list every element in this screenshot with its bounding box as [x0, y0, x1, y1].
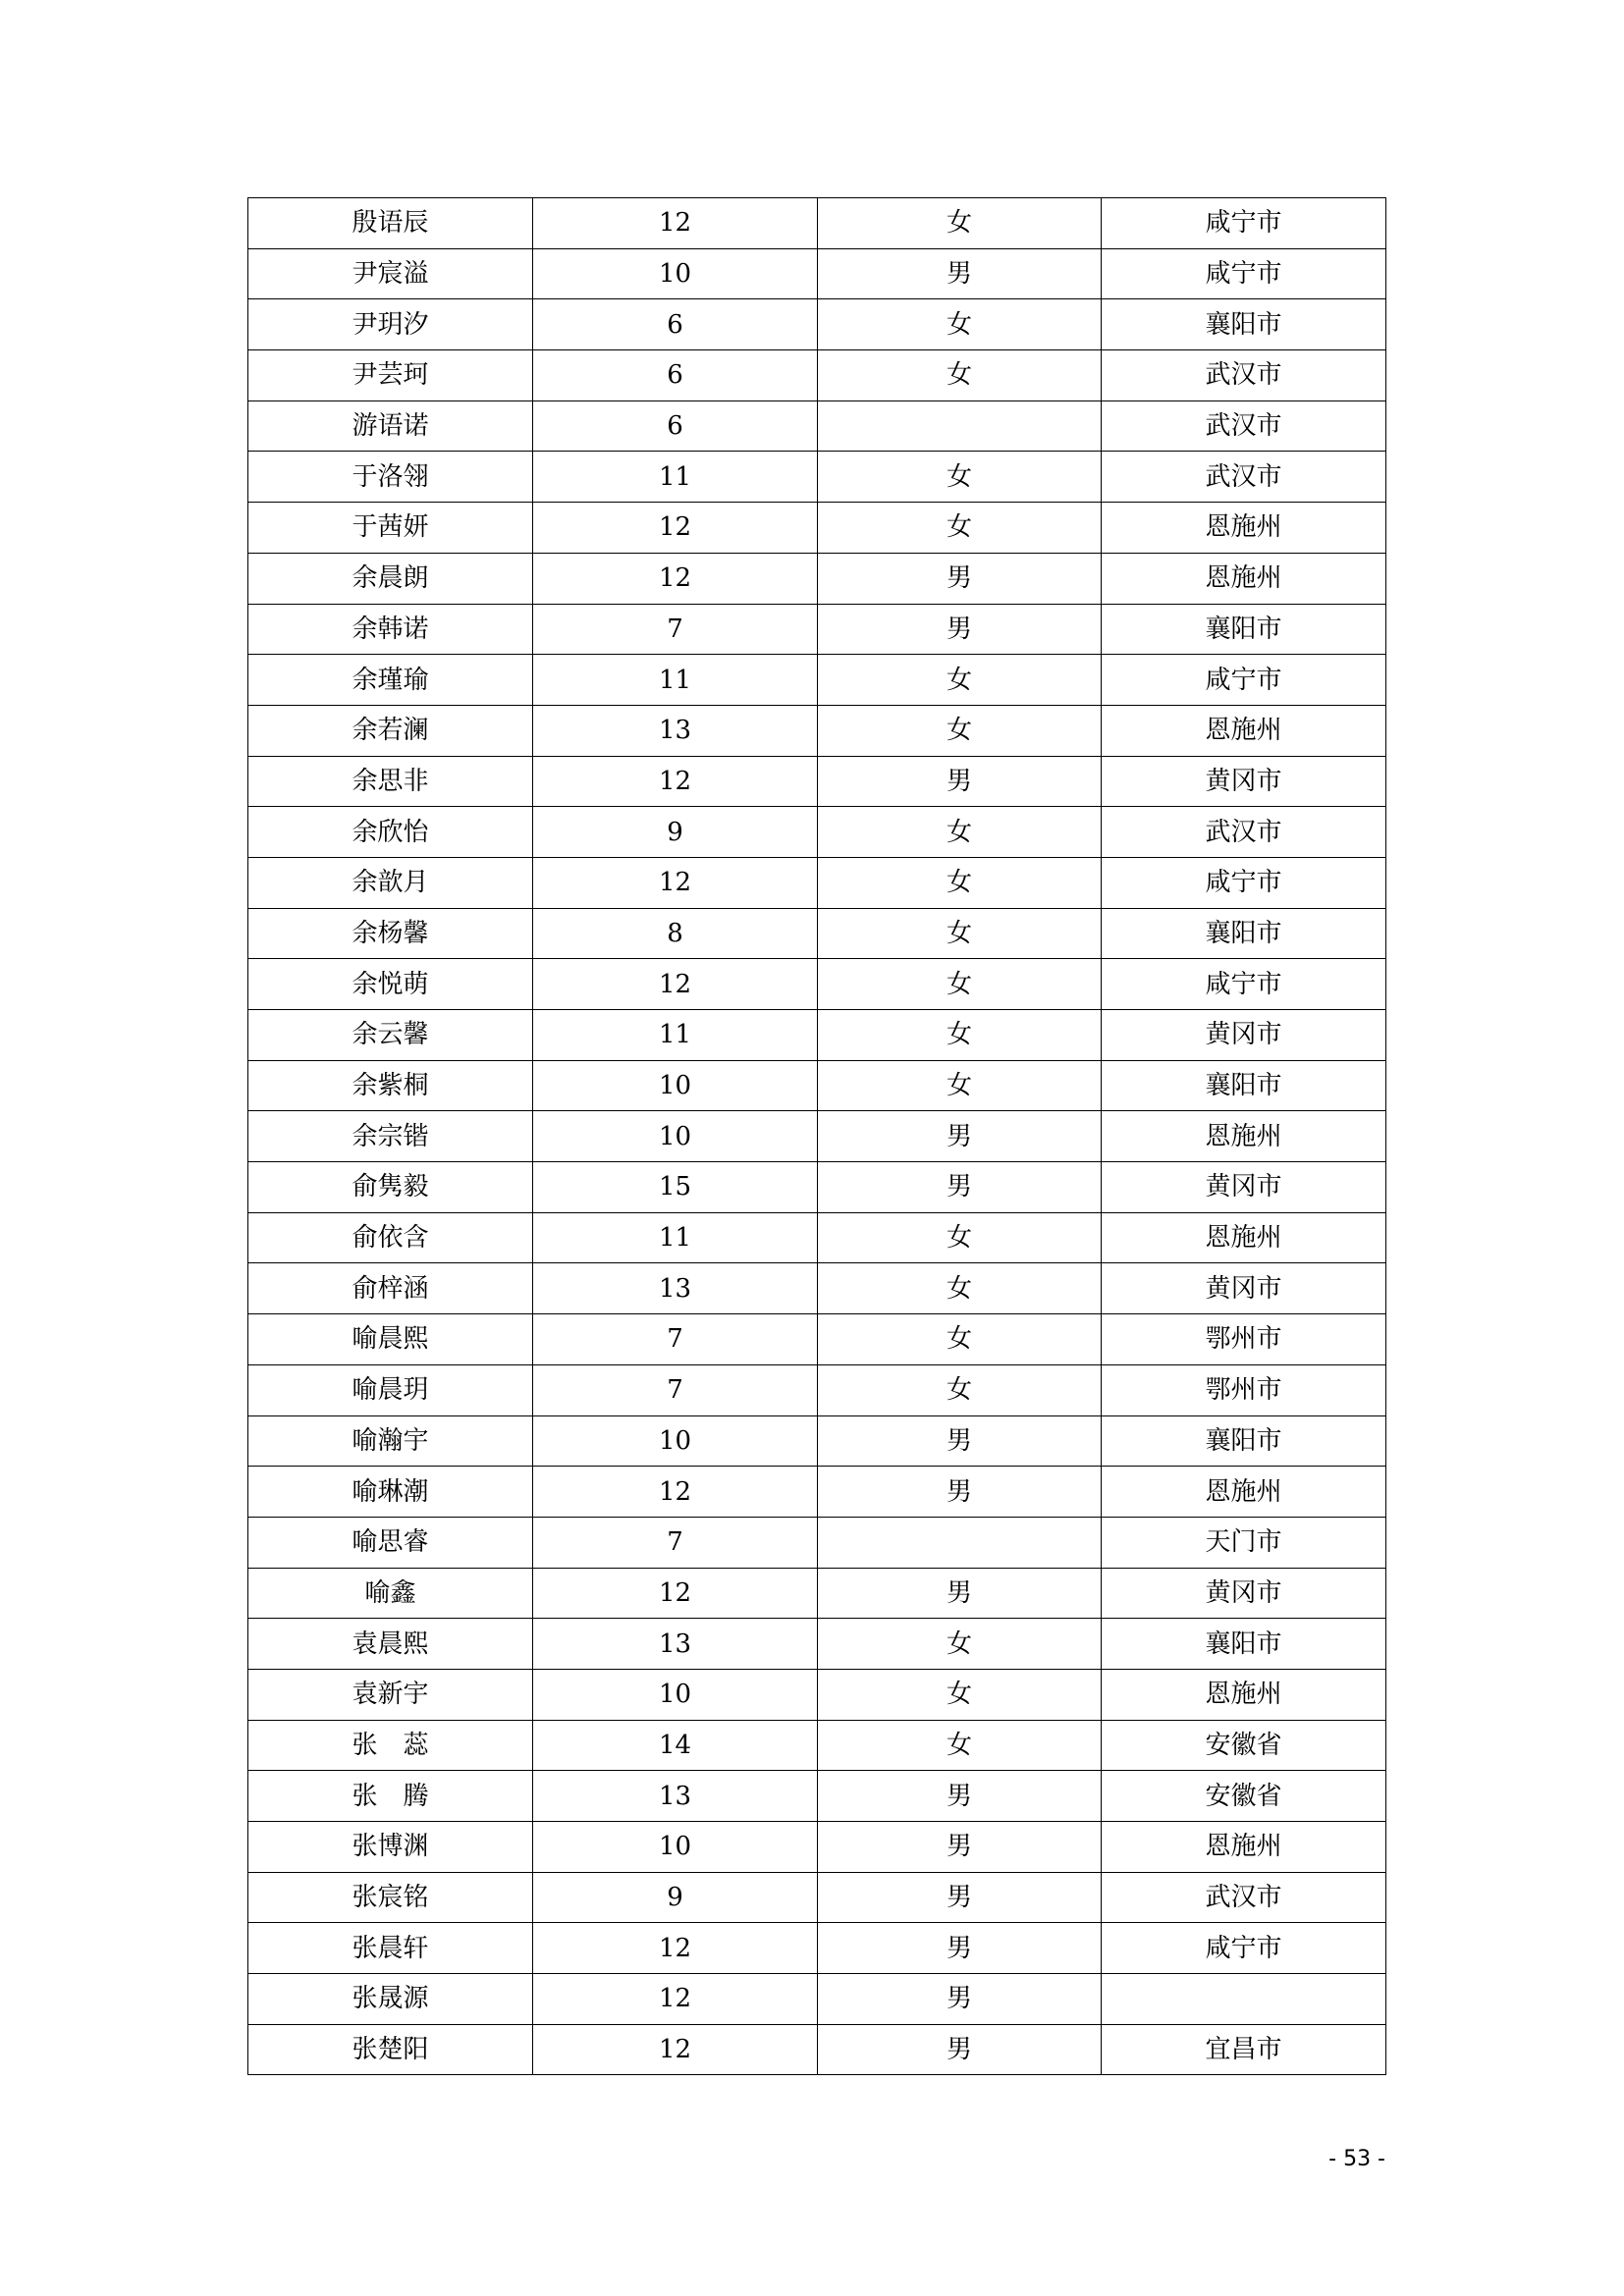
age-cell: 12	[533, 857, 818, 908]
name-cell: 张 蕊	[248, 1720, 533, 1771]
age-cell: 15	[533, 1162, 818, 1213]
name-cell: 余思非	[248, 756, 533, 807]
gender-cell: 男	[818, 1162, 1102, 1213]
table-row	[248, 1619, 1386, 1670]
table-row	[248, 248, 1386, 299]
age-cell: 8	[533, 908, 818, 959]
region-cell: 襄阳市	[1102, 1619, 1386, 1670]
region-cell: 安徽省	[1102, 1771, 1386, 1822]
region-cell: 恩施州	[1102, 553, 1386, 604]
gender-cell: 女	[818, 857, 1102, 908]
age-cell: 6	[533, 400, 818, 452]
region-cell: 鄂州市	[1102, 1364, 1386, 1415]
name-cell: 殷语辰	[248, 198, 533, 249]
name-cell: 俞依含	[248, 1212, 533, 1263]
region-cell: 咸宁市	[1102, 655, 1386, 706]
region-cell: 武汉市	[1102, 400, 1386, 452]
region-cell: 咸宁市	[1102, 248, 1386, 299]
table-row	[248, 1517, 1386, 1568]
region-cell: 黄冈市	[1102, 1162, 1386, 1213]
table-row	[248, 1974, 1386, 2025]
region-cell: 鄂州市	[1102, 1314, 1386, 1365]
age-cell: 9	[533, 807, 818, 858]
table-row	[248, 807, 1386, 858]
gender-cell: 女	[818, 807, 1102, 858]
table-row	[248, 1923, 1386, 1974]
name-cell: 余云馨	[248, 1010, 533, 1061]
gender-cell: 女	[818, 1010, 1102, 1061]
region-cell: 恩施州	[1102, 1669, 1386, 1720]
name-cell: 俞隽毅	[248, 1162, 533, 1213]
region-cell: 恩施州	[1102, 1822, 1386, 1873]
table-row	[248, 1212, 1386, 1263]
table-row	[248, 1669, 1386, 1720]
name-cell: 尹玥汐	[248, 299, 533, 350]
table-row	[248, 959, 1386, 1010]
gender-cell: 男	[818, 1568, 1102, 1619]
table-row	[248, 1720, 1386, 1771]
region-cell: 宜昌市	[1102, 2024, 1386, 2075]
table-row	[248, 1822, 1386, 1873]
name-cell: 尹宸溢	[248, 248, 533, 299]
gender-cell: 男	[818, 2024, 1102, 2075]
region-cell: 襄阳市	[1102, 1415, 1386, 1467]
name-cell: 张宸铭	[248, 1872, 533, 1923]
region-cell: 天门市	[1102, 1517, 1386, 1568]
gender-cell: 女	[818, 1212, 1102, 1263]
region-cell: 武汉市	[1102, 1872, 1386, 1923]
table-row	[248, 1568, 1386, 1619]
table-row	[248, 655, 1386, 706]
table-row	[248, 1010, 1386, 1061]
table-row	[248, 604, 1386, 655]
name-cell: 喻鑫	[248, 1568, 533, 1619]
age-cell: 11	[533, 1010, 818, 1061]
name-cell: 余若澜	[248, 705, 533, 756]
gender-cell: 男	[818, 1974, 1102, 2025]
name-cell: 余悦萌	[248, 959, 533, 1010]
age-cell: 12	[533, 1923, 818, 1974]
age-cell: 13	[533, 1619, 818, 1670]
table-row	[248, 299, 1386, 350]
table-row	[248, 1060, 1386, 1111]
table-row	[248, 908, 1386, 959]
age-cell: 7	[533, 604, 818, 655]
region-cell: 恩施州	[1102, 1212, 1386, 1263]
age-cell: 12	[533, 959, 818, 1010]
region-cell: 咸宁市	[1102, 857, 1386, 908]
table-row	[248, 400, 1386, 452]
region-cell: 咸宁市	[1102, 959, 1386, 1010]
table-row	[248, 553, 1386, 604]
age-cell: 10	[533, 248, 818, 299]
name-cell: 袁晨熙	[248, 1619, 533, 1670]
gender-cell: 男	[818, 1771, 1102, 1822]
region-cell: 安徽省	[1102, 1720, 1386, 1771]
region-cell: 恩施州	[1102, 503, 1386, 554]
table-row	[248, 756, 1386, 807]
region-cell: 武汉市	[1102, 452, 1386, 503]
region-cell: 咸宁市	[1102, 198, 1386, 249]
age-cell: 11	[533, 1212, 818, 1263]
gender-cell: 男	[818, 1467, 1102, 1518]
age-cell: 12	[533, 1467, 818, 1518]
age-cell: 6	[533, 299, 818, 350]
gender-cell: 女	[818, 705, 1102, 756]
gender-cell: 男	[818, 1111, 1102, 1162]
age-cell: 7	[533, 1517, 818, 1568]
age-cell: 7	[533, 1314, 818, 1365]
gender-cell: 男	[818, 1822, 1102, 1873]
age-cell: 7	[533, 1364, 818, 1415]
age-cell: 10	[533, 1111, 818, 1162]
age-cell: 11	[533, 452, 818, 503]
name-cell: 俞梓涵	[248, 1263, 533, 1314]
table-row	[248, 1467, 1386, 1518]
gender-cell: 男	[818, 1872, 1102, 1923]
name-cell: 余韩诺	[248, 604, 533, 655]
name-cell: 余宗锴	[248, 1111, 533, 1162]
gender-cell: 女	[818, 1619, 1102, 1670]
table-row	[248, 1263, 1386, 1314]
name-cell: 张晨轩	[248, 1923, 533, 1974]
name-cell: 余晨朗	[248, 553, 533, 604]
region-cell: 武汉市	[1102, 350, 1386, 401]
region-cell: 襄阳市	[1102, 604, 1386, 655]
gender-cell: 女	[818, 908, 1102, 959]
gender-cell: 女	[818, 350, 1102, 401]
age-cell: 12	[533, 553, 818, 604]
age-cell: 12	[533, 198, 818, 249]
table-row	[248, 452, 1386, 503]
region-cell: 咸宁市	[1102, 1923, 1386, 1974]
region-cell	[1102, 1974, 1386, 2025]
name-cell: 尹芸珂	[248, 350, 533, 401]
age-cell: 13	[533, 1771, 818, 1822]
roster-table	[247, 197, 1386, 2075]
name-cell: 于洛翎	[248, 452, 533, 503]
region-cell: 襄阳市	[1102, 299, 1386, 350]
table-row	[248, 1415, 1386, 1467]
name-cell: 喻晨熙	[248, 1314, 533, 1365]
gender-cell: 男	[818, 756, 1102, 807]
gender-cell: 男	[818, 248, 1102, 299]
table-row	[248, 705, 1386, 756]
age-cell: 12	[533, 756, 818, 807]
gender-cell: 女	[818, 959, 1102, 1010]
age-cell: 13	[533, 705, 818, 756]
gender-cell: 女	[818, 655, 1102, 706]
name-cell: 袁新宇	[248, 1669, 533, 1720]
gender-cell: 女	[818, 1263, 1102, 1314]
table-row	[248, 1872, 1386, 1923]
region-cell: 黄冈市	[1102, 1263, 1386, 1314]
gender-cell	[818, 1517, 1102, 1568]
gender-cell: 女	[818, 1669, 1102, 1720]
region-cell: 恩施州	[1102, 1467, 1386, 1518]
name-cell: 余歆月	[248, 857, 533, 908]
age-cell: 6	[533, 350, 818, 401]
name-cell: 张博渊	[248, 1822, 533, 1873]
table-row	[248, 857, 1386, 908]
age-cell: 11	[533, 655, 818, 706]
table-row	[248, 1364, 1386, 1415]
gender-cell: 女	[818, 299, 1102, 350]
name-cell: 张 腾	[248, 1771, 533, 1822]
gender-cell: 女	[818, 198, 1102, 249]
age-cell: 13	[533, 1263, 818, 1314]
region-cell: 黄冈市	[1102, 1010, 1386, 1061]
name-cell: 于茜妍	[248, 503, 533, 554]
age-cell: 14	[533, 1720, 818, 1771]
age-cell: 10	[533, 1415, 818, 1467]
gender-cell: 男	[818, 604, 1102, 655]
name-cell: 喻晨玥	[248, 1364, 533, 1415]
name-cell: 余杨馨	[248, 908, 533, 959]
age-cell: 12	[533, 2024, 818, 2075]
name-cell: 喻思睿	[248, 1517, 533, 1568]
table-row	[248, 1162, 1386, 1213]
gender-cell: 女	[818, 1364, 1102, 1415]
age-cell: 10	[533, 1822, 818, 1873]
gender-cell: 女	[818, 503, 1102, 554]
region-cell: 武汉市	[1102, 807, 1386, 858]
region-cell: 襄阳市	[1102, 1060, 1386, 1111]
page-number: - 53 -	[1328, 2147, 1385, 2171]
gender-cell: 男	[818, 553, 1102, 604]
table-row	[248, 350, 1386, 401]
gender-cell	[818, 400, 1102, 452]
age-cell: 9	[533, 1872, 818, 1923]
age-cell: 12	[533, 1568, 818, 1619]
name-cell: 喻琳潮	[248, 1467, 533, 1518]
name-cell: 喻瀚宇	[248, 1415, 533, 1467]
region-cell: 恩施州	[1102, 1111, 1386, 1162]
roster-table-body	[248, 198, 1386, 2075]
name-cell: 游语诺	[248, 400, 533, 452]
name-cell: 余瑾瑜	[248, 655, 533, 706]
gender-cell: 女	[818, 1060, 1102, 1111]
region-cell: 黄冈市	[1102, 756, 1386, 807]
table-row	[248, 1314, 1386, 1365]
region-cell: 恩施州	[1102, 705, 1386, 756]
name-cell: 余欣怡	[248, 807, 533, 858]
name-cell: 张楚阳	[248, 2024, 533, 2075]
table-row	[248, 1111, 1386, 1162]
age-cell: 12	[533, 1974, 818, 2025]
age-cell: 10	[533, 1060, 818, 1111]
gender-cell: 女	[818, 1720, 1102, 1771]
name-cell: 余紫桐	[248, 1060, 533, 1111]
gender-cell: 女	[818, 1314, 1102, 1365]
gender-cell: 男	[818, 1923, 1102, 1974]
region-cell: 襄阳市	[1102, 908, 1386, 959]
age-cell: 12	[533, 503, 818, 554]
table-row	[248, 2024, 1386, 2075]
table-row	[248, 1771, 1386, 1822]
gender-cell: 女	[818, 452, 1102, 503]
table-row	[248, 198, 1386, 249]
region-cell: 黄冈市	[1102, 1568, 1386, 1619]
gender-cell: 男	[818, 1415, 1102, 1467]
name-cell: 张晟源	[248, 1974, 533, 2025]
age-cell: 10	[533, 1669, 818, 1720]
table-row	[248, 503, 1386, 554]
